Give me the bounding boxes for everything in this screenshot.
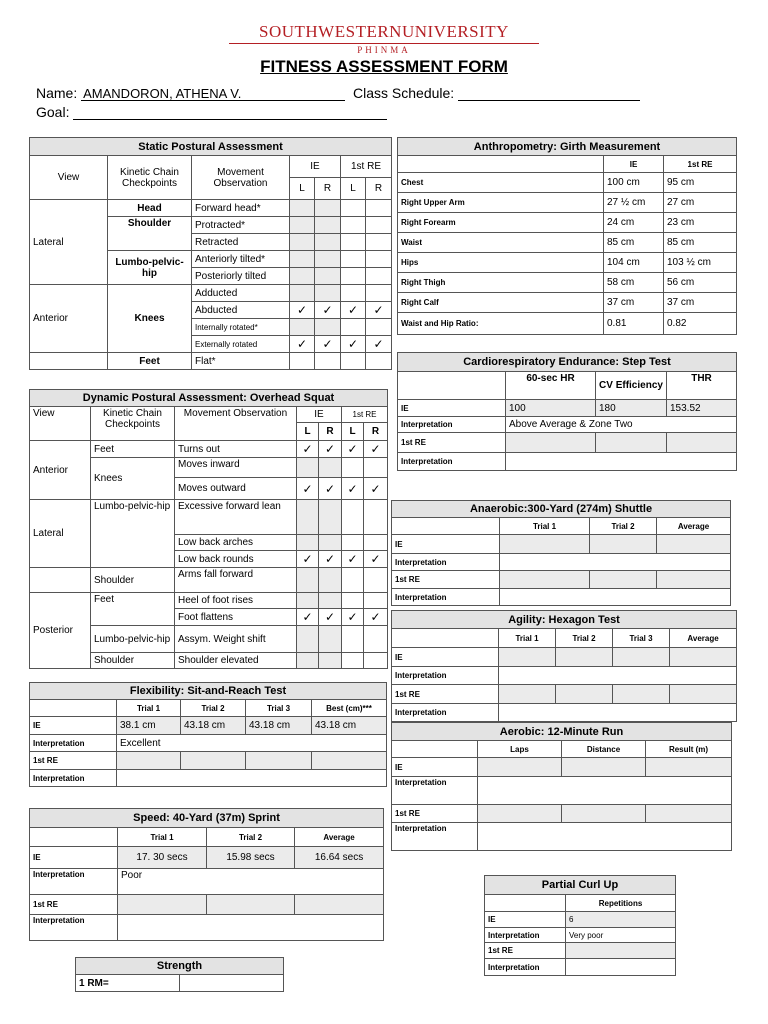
static-cp-knees: Knees xyxy=(108,285,192,353)
cardio-ie-label: IE xyxy=(398,400,506,417)
static-cp-feet: Feet xyxy=(108,353,192,370)
strength-title: Strength xyxy=(76,958,284,975)
dyn-h-re-r: R xyxy=(364,423,388,441)
anthro-ie-value[interactable]: 0.81 xyxy=(604,313,664,335)
anthropometry-table xyxy=(397,137,737,335)
cardio-ie-hr[interactable]: 100 xyxy=(506,400,596,417)
speed-interp-value[interactable]: Poor xyxy=(118,869,384,895)
speed-re-label: 1st RE xyxy=(30,895,118,915)
anthro-label: Right Upper Arm xyxy=(398,193,604,213)
cardio-ie-cv[interactable]: 180 xyxy=(596,400,667,417)
dyn-obs: Turns out xyxy=(175,441,297,458)
logo-sub: PHINMA xyxy=(357,45,411,55)
anaerobic-re-label: 1st RE xyxy=(392,571,500,589)
aerobic-interp-label: Interpretation xyxy=(392,823,478,851)
static-cp-lumbo: Lumbo-pelvic-hip xyxy=(108,251,192,285)
class-schedule-label: Class Schedule: xyxy=(353,85,455,101)
dyn-cp-lumbo: Lumbo-pelvic-hip xyxy=(91,626,175,653)
check-icon[interactable]: ✓ xyxy=(290,302,315,319)
dyn-h-re: 1st RE xyxy=(342,407,388,423)
name-field[interactable]: AMANDORON, ATHENA V. xyxy=(81,86,345,101)
aerobic-interp-label: Interpretation xyxy=(392,777,478,805)
dyn-view-lateral: Lateral xyxy=(30,500,91,568)
cardio-table xyxy=(397,352,737,471)
dyn-obs: Arms fall forward xyxy=(175,568,297,593)
anthropometry-title: Anthropometry: Girth Measurement xyxy=(398,138,737,156)
dyn-h-view: View xyxy=(30,407,91,441)
anthro-label: Chest xyxy=(398,173,604,193)
anthro-re-value[interactable]: 103 ½ cm xyxy=(664,253,737,273)
anthro-ie-value[interactable]: 37 cm xyxy=(604,293,664,313)
dynamic-postural-table xyxy=(29,389,388,669)
anthro-label: Waist xyxy=(398,233,604,253)
agility-re-label: 1st RE xyxy=(392,685,499,704)
goal-label: Goal: xyxy=(36,104,70,120)
static-h-re: 1st RE xyxy=(341,156,392,178)
anaerobic-interp-label: Interpretation xyxy=(392,554,500,571)
static-obs: Flat* xyxy=(192,353,290,370)
check-icon[interactable]: ✓ xyxy=(319,441,342,458)
logo-part1: SOUTHWESTERN xyxy=(259,22,402,41)
name-label: Name: xyxy=(36,85,78,101)
check-icon[interactable]: ✓ xyxy=(364,551,388,568)
check-icon[interactable]: ✓ xyxy=(342,551,364,568)
static-view-lateral: Lateral xyxy=(30,200,108,285)
static-h-ie-l: L xyxy=(290,178,315,200)
dyn-cp-shoulder: Shoulder xyxy=(91,568,175,593)
dyn-cp-knees: Knees xyxy=(91,458,175,500)
static-postural-table xyxy=(29,137,392,370)
static-obs: Forward head* xyxy=(192,200,290,217)
check-icon[interactable]: ✓ xyxy=(366,336,392,353)
goal-field[interactable] xyxy=(73,105,387,120)
flex-ie-trial1[interactable]: 38.1 cm xyxy=(117,717,181,735)
static-cp-head: Head xyxy=(108,200,192,217)
dyn-view-anterior: Anterior xyxy=(30,441,91,500)
cardio-interp-label: Interpretation xyxy=(398,453,506,471)
cardio-h-cv: CV Efficiency xyxy=(596,372,667,400)
anthro-ie-value[interactable]: 104 cm xyxy=(604,253,664,273)
anthro-ie-value[interactable]: 100 cm xyxy=(604,173,664,193)
check-icon[interactable]: ✓ xyxy=(341,302,366,319)
anthro-re-value[interactable]: 37 cm xyxy=(664,293,737,313)
check-icon[interactable]: ✓ xyxy=(290,336,315,353)
dyn-cp-feet: Feet xyxy=(91,593,175,626)
flex-interp-value[interactable]: Excellent xyxy=(117,735,387,752)
aerobic-h-distance: Distance xyxy=(562,741,646,758)
aerobic-h-result: Result (m) xyxy=(646,741,732,758)
curl-ie-value[interactable]: 6 xyxy=(566,912,676,928)
flex-re-label: 1st RE xyxy=(30,752,117,770)
anaerobic-h-average: Average xyxy=(657,518,731,535)
anthro-re-value[interactable]: 95 cm xyxy=(664,173,737,193)
dyn-obs: Excessive forward lean xyxy=(175,500,297,535)
agility-h-trial2: Trial 2 xyxy=(556,629,613,648)
agility-table xyxy=(391,610,737,722)
agility-h-trial3: Trial 3 xyxy=(613,629,670,648)
check-icon[interactable]: ✓ xyxy=(364,441,388,458)
dyn-obs: Low back arches xyxy=(175,535,297,551)
anaerobic-table xyxy=(391,500,731,606)
agility-interp-label: Interpretation xyxy=(392,667,499,685)
static-h-ie: IE xyxy=(290,156,341,178)
aerobic-ie-label: IE xyxy=(392,758,478,777)
static-h-re-r: R xyxy=(366,178,392,200)
anthro-label: Waist and Hip Ratio: xyxy=(398,313,604,335)
static-h-movement: Movement Observation xyxy=(192,156,290,200)
anthro-label: Right Thigh xyxy=(398,273,604,293)
strength-rm-label: 1 RM= xyxy=(76,975,180,992)
anthro-re-value[interactable]: 27 cm xyxy=(664,193,737,213)
dyn-obs: Shoulder elevated xyxy=(175,653,297,669)
flex-h-trial3: Trial 3 xyxy=(246,700,312,717)
agility-h-trial1: Trial 1 xyxy=(499,629,556,648)
flex-ie-best[interactable]: 43.18 cm xyxy=(312,717,387,735)
flexibility-table xyxy=(29,682,387,787)
check-icon[interactable]: ✓ xyxy=(319,478,342,500)
dyn-h-movement: Movement Observation xyxy=(175,407,297,441)
dyn-obs: Moves outward xyxy=(175,478,297,500)
flex-h-trial1: Trial 1 xyxy=(117,700,181,717)
agility-ie-label: IE xyxy=(392,648,499,667)
speed-ie-average[interactable]: 16.64 secs xyxy=(295,847,384,869)
speed-ie-trial2[interactable]: 15.98 secs xyxy=(207,847,295,869)
anaerobic-h-trial2: Trial 2 xyxy=(590,518,657,535)
flex-interp-label: Interpretation xyxy=(30,735,117,752)
curl-ie-label: IE xyxy=(485,912,566,928)
dyn-h-re-l: L xyxy=(342,423,364,441)
anthro-re-value[interactable]: 0.82 xyxy=(664,313,737,335)
cardio-ie-thr[interactable]: 153.52 xyxy=(667,400,737,417)
anthro-ie-value[interactable]: 27 ½ cm xyxy=(604,193,664,213)
static-obs: Anteriorly tilted* xyxy=(192,251,290,268)
check-icon[interactable]: ✓ xyxy=(342,478,364,500)
check-icon[interactable]: ✓ xyxy=(342,441,364,458)
static-h-ie-r: R xyxy=(315,178,341,200)
curl-interp-value[interactable]: Very poor xyxy=(566,928,676,943)
form-title: FITNESS ASSESSMENT FORM xyxy=(260,57,508,76)
anthro-label: Right Forearm xyxy=(398,213,604,233)
curl-interp-label: Interpretation xyxy=(485,959,566,976)
flex-h-best: Best (cm)*** xyxy=(312,700,387,717)
static-obs: Adducted xyxy=(192,285,290,302)
dyn-cp-feet: Feet xyxy=(91,441,175,458)
dyn-h-ie-l: L xyxy=(297,423,319,441)
dyn-obs: Low back rounds xyxy=(175,551,297,568)
goal-row xyxy=(36,104,387,120)
flexibility-title: Flexibility: Sit-and-Reach Test xyxy=(30,683,387,700)
static-h-kinetic: Kinetic Chain Checkpoints xyxy=(108,156,192,200)
anthro-ie-value[interactable]: 85 cm xyxy=(604,233,664,253)
check-icon[interactable]: ✓ xyxy=(319,609,342,626)
check-icon[interactable]: ✓ xyxy=(341,336,366,353)
static-obs: Protracted* xyxy=(192,217,290,234)
strength-table xyxy=(75,957,284,992)
dyn-obs: Heel of foot rises xyxy=(175,593,297,609)
dyn-cp-lumbo: Lumbo-pelvic-hip xyxy=(91,500,175,568)
check-icon[interactable]: ✓ xyxy=(364,478,388,500)
speed-ie-trial1[interactable]: 17. 30 secs xyxy=(118,847,207,869)
dyn-h-kinetic: Kinetic Chain Checkpoints xyxy=(91,407,175,441)
logo-part2: UNIVERSITY xyxy=(401,22,509,41)
curl-up-title: Partial Curl Up xyxy=(485,876,676,895)
flex-h-trial2: Trial 2 xyxy=(181,700,246,717)
check-icon[interactable]: ✓ xyxy=(342,609,364,626)
check-icon[interactable]: ✓ xyxy=(297,551,319,568)
agility-h-average: Average xyxy=(670,629,737,648)
check-icon[interactable]: ✓ xyxy=(297,478,319,500)
curl-re-label: 1st RE xyxy=(485,943,566,959)
check-icon[interactable]: ✓ xyxy=(366,302,392,319)
cardio-interp-label: Interpretation xyxy=(398,417,506,433)
anaerobic-ie-label: IE xyxy=(392,535,500,554)
speed-table xyxy=(29,808,384,941)
flex-ie-trial3[interactable]: 43.18 cm xyxy=(246,717,312,735)
dyn-cp-shoulder: Shoulder xyxy=(91,653,175,669)
anthro-ie-value[interactable]: 24 cm xyxy=(604,213,664,233)
cardio-re-label: 1st RE xyxy=(398,433,506,453)
flex-ie-label: IE xyxy=(30,717,117,735)
cardio-interp-value[interactable]: Above Average & Zone Two xyxy=(506,417,737,433)
aerobic-table xyxy=(391,722,732,851)
university-logo xyxy=(0,22,768,55)
speed-h-trial1: Trial 1 xyxy=(118,828,207,847)
check-icon[interactable]: ✓ xyxy=(315,336,341,353)
dyn-obs: Assym. Weight shift xyxy=(175,626,297,653)
static-obs: Externally rotated xyxy=(192,336,290,353)
static-cp-shoulder: Shoulder xyxy=(108,217,192,251)
curl-up-table xyxy=(484,875,676,976)
dyn-view-posterior: Posterior xyxy=(30,593,91,669)
static-obs: Posteriorly tilted xyxy=(192,268,290,285)
agility-title: Agility: Hexagon Test xyxy=(392,611,737,629)
anthro-re-value[interactable]: 85 cm xyxy=(664,233,737,253)
class-schedule-field[interactable] xyxy=(458,86,640,101)
aerobic-h-laps: Laps xyxy=(478,741,562,758)
name-row xyxy=(36,85,640,101)
static-h-re-l: L xyxy=(341,178,366,200)
anaerobic-interp-label: Interpretation xyxy=(392,589,500,606)
speed-ie-label: IE xyxy=(30,847,118,869)
aerobic-title: Aerobic: 12-Minute Run xyxy=(392,723,732,741)
anthro-label: Hips xyxy=(398,253,604,273)
check-icon[interactable]: ✓ xyxy=(364,609,388,626)
check-icon[interactable]: ✓ xyxy=(319,551,342,568)
anthro-ie-value[interactable]: 58 cm xyxy=(604,273,664,293)
anthro-h-ie: IE xyxy=(604,156,664,173)
check-icon[interactable]: ✓ xyxy=(297,609,319,626)
anaerobic-title: Anaerobic:300-Yard (274m) Shuttle xyxy=(392,501,731,518)
flex-ie-trial2[interactable]: 43.18 cm xyxy=(181,717,246,735)
speed-interp-label: Interpretation xyxy=(30,869,118,895)
cardio-h-hr: 60-sec HR xyxy=(506,372,596,400)
cardio-h-thr: THR xyxy=(667,372,737,400)
flex-interp-label: Interpretation xyxy=(30,770,117,787)
static-obs: Abducted xyxy=(192,302,290,319)
static-postural-title: Static Postural Assessment xyxy=(30,138,392,156)
static-view-anterior: Anterior xyxy=(30,285,108,353)
dyn-h-ie: IE xyxy=(297,407,342,423)
curl-h-reps: Repetitions xyxy=(566,895,676,912)
dynamic-postural-title: Dynamic Postural Assessment: Overhead Squat xyxy=(30,390,388,407)
curl-interp-label: Interpretation xyxy=(485,928,566,943)
cardio-title: Cardiorespiratory Endurance: Step Test xyxy=(398,353,737,372)
dyn-obs: Foot flattens xyxy=(175,609,297,626)
anthro-label: Right Calf xyxy=(398,293,604,313)
anthro-re-value[interactable]: 56 cm xyxy=(664,273,737,293)
aerobic-re-label: 1st RE xyxy=(392,805,478,823)
speed-interp-label: Interpretation xyxy=(30,915,118,941)
speed-h-trial2: Trial 2 xyxy=(207,828,295,847)
agility-interp-label: Interpretation xyxy=(392,704,499,722)
check-icon[interactable]: ✓ xyxy=(315,302,341,319)
dyn-obs: Moves inward xyxy=(175,458,297,478)
anthro-re-value[interactable]: 23 cm xyxy=(664,213,737,233)
speed-title: Speed: 40-Yard (37m) Sprint xyxy=(30,809,384,828)
dyn-h-ie-r: R xyxy=(319,423,342,441)
check-icon[interactable]: ✓ xyxy=(297,441,319,458)
static-obs: Retracted xyxy=(192,234,290,251)
speed-h-average: Average xyxy=(295,828,384,847)
anaerobic-h-trial1: Trial 1 xyxy=(500,518,590,535)
anthro-h-re: 1st RE xyxy=(664,156,737,173)
static-h-view: View xyxy=(30,156,108,200)
static-obs: Internally rotated* xyxy=(192,319,290,336)
